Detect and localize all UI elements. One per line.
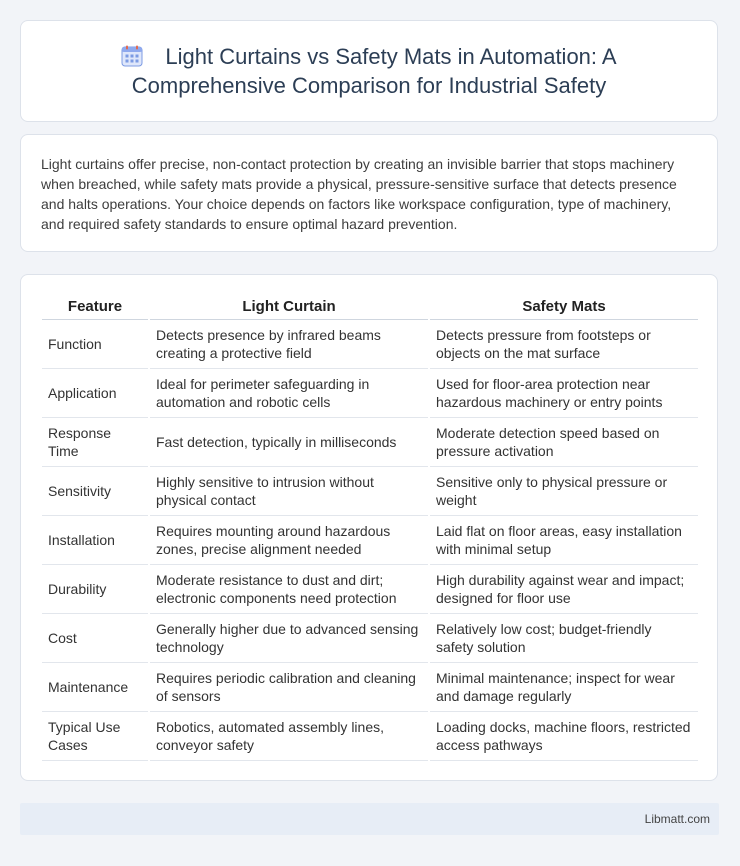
feature-cell: Durability (42, 565, 148, 614)
table-header-row (42, 293, 698, 320)
safety-mats-cell: Minimal maintenance; inspect for wear and damage regularly (430, 663, 698, 712)
footer (20, 803, 719, 835)
feature-cell: Function (42, 320, 148, 369)
light-curtain-cell: Requires mounting around hazardous zones, precise alignment needed (150, 516, 428, 565)
page-title (21, 42, 717, 100)
header-feature: Feature (42, 293, 148, 320)
light-curtain-cell: Ideal for perimeter safeguarding in automation and robotic cells (150, 369, 428, 418)
light-curtain-cell: Generally higher due to advanced sensing technology (150, 614, 428, 663)
light-curtain-cell: Requires periodic calibration and cleaning of sensors (150, 663, 428, 712)
feature-cell: Maintenance (42, 663, 148, 712)
safety-mats-cell: Loading docks, machine floors, restricted access pathways (430, 712, 698, 761)
safety-mats-cell: Sensitive only to physical pressure or weight (430, 467, 698, 516)
feature-cell: Typical Use Cases (42, 712, 148, 761)
feature-cell: Installation (42, 516, 148, 565)
feature-cell: Response Time (42, 418, 148, 467)
light-curtain-cell: Highly sensitive to intrusion without physical contact (150, 467, 428, 516)
light-curtain-cell: Moderate resistance to dust and dirt; electronic components need protection (150, 565, 428, 614)
intro-paragraph: Light curtains offer precise, non-contact protection by creating an invisible barrier that stops machinery when breached, while safety mats provide a physical, pressure-sensitive surface that detects presence and halts operations. Your choice depends on factors like workspace configuration, type of machinery, and required safety standards to ensure optimal hazard prevention. (41, 156, 677, 232)
safety-mats-cell: Used for floor-area protection near hazardous machinery or entry points (430, 369, 698, 418)
footer-brand-link[interactable]: Libmatt.com (644, 812, 710, 826)
safety-mats-cell: Moderate detection speed based on pressure activation (430, 418, 698, 467)
calendar-grid-icon (121, 45, 143, 67)
safety-mats-cell: High durability against wear and impact; designed for floor use (430, 565, 698, 614)
intro-card (20, 134, 718, 252)
feature-cell: Cost (42, 614, 148, 663)
safety-mats-cell: Laid flat on floor areas, easy installation with minimal setup (430, 516, 698, 565)
table-row (42, 320, 698, 369)
safety-mats-cell: Relatively low cost; budget-friendly safety solution (430, 614, 698, 663)
table-row (42, 516, 698, 565)
table-row (42, 614, 698, 663)
table-row (42, 565, 698, 614)
table-row (42, 418, 698, 467)
title-card (20, 20, 718, 122)
table-row (42, 663, 698, 712)
feature-cell: Sensitivity (42, 467, 148, 516)
header-safety-mats: Safety Mats (430, 293, 698, 320)
feature-cell: Application (42, 369, 148, 418)
table-row (42, 369, 698, 418)
light-curtain-cell: Detects presence by infrared beams creating a protective field (150, 320, 428, 369)
comparison-table-card (20, 274, 718, 781)
comparison-table (40, 293, 700, 761)
page-title-text: Light Curtains vs Safety Mats in Automation: A Comprehensive Comparison for Industrial Safety (131, 44, 617, 98)
table-row (42, 712, 698, 761)
light-curtain-cell: Robotics, automated assembly lines, conveyor safety (150, 712, 428, 761)
table-row (42, 467, 698, 516)
header-light-curtain: Light Curtain (150, 293, 428, 320)
light-curtain-cell: Fast detection, typically in milliseconds (150, 418, 428, 467)
safety-mats-cell: Detects pressure from footsteps or objects on the mat surface (430, 320, 698, 369)
